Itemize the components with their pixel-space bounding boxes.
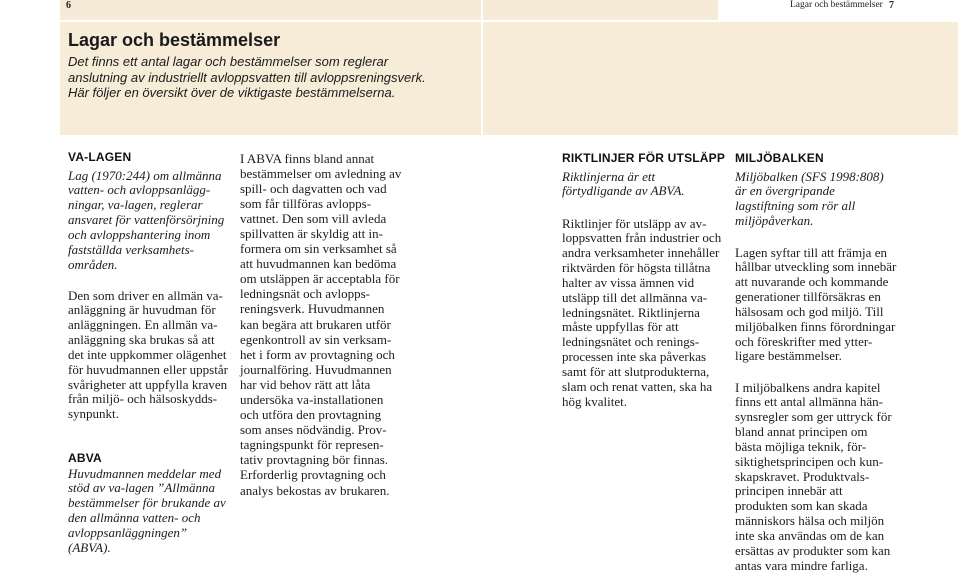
miljobalken-heading: MILJÖBALKEN <box>735 150 824 165</box>
page-title: Lagar och bestämmelser <box>68 30 281 50</box>
va-lagen-body <box>68 289 228 423</box>
miljobalken-body-line: att nuvarande och kommande <box>735 274 889 290</box>
va-lagen-summary-line: och avloppshantering inom <box>68 226 211 242</box>
riktlinjer-summary-line: Riktlinjerna är ett <box>562 168 656 184</box>
miljobalken-body-2-line: principen innebär att <box>735 483 843 499</box>
abva-summary-line: (ABVA). <box>68 539 111 555</box>
va-lagen-body-line: det inte uppkommer olägenhet <box>68 346 227 362</box>
intro-line: Här följer en översikt över de viktigaste bestämmelserna. <box>68 85 396 100</box>
abva-body <box>240 151 401 498</box>
riktlinjer-body-line: halter av vissa ämnen vid <box>562 274 695 290</box>
miljobalken-body <box>735 246 896 365</box>
miljobalken-body-2-line: skapskravet. Produktvals- <box>735 468 870 484</box>
abva-body-line: som får tillföras avlopps- <box>240 195 372 211</box>
left-page-number: 6 <box>66 0 71 11</box>
riktlinjer-body-line: andra verksamheter innehåller <box>562 245 720 261</box>
miljobalken-body-2 <box>735 381 892 574</box>
va-lagen-body-line: för huvudmannen eller uppstår <box>68 361 228 377</box>
abva-body-line: spillvatten är skyldig att in- <box>240 225 383 241</box>
right-header-band <box>483 0 718 20</box>
miljobalken-body-2-line: människors hälsa och miljön <box>735 513 885 529</box>
miljobalken-summary-line: är en övergripande <box>735 183 835 199</box>
riktlinjer-body-line: utsläpp till det allmänna va- <box>562 289 708 305</box>
miljobalken-body-2-line: ersättas av produkter som kan <box>735 542 891 558</box>
abva-summary-line: avloppsanläggningen” <box>68 524 188 540</box>
miljobalken-body-line: hållbar utveckling som innebär <box>735 259 897 275</box>
intro-line: anslutning av industriellt avloppsvatten till avloppsreningsverk. <box>68 69 426 85</box>
abva-body-line: journalföring. Huvudmannen <box>240 361 392 377</box>
miljobalken-body-line: hälsosam och god miljö. Till <box>735 303 884 319</box>
miljobalken-body-2-line: siktighetsprincipen och kun- <box>735 453 884 469</box>
va-lagen-heading: VA-LAGEN <box>68 150 132 164</box>
abva-body-line: som anses nödvändig. Prov- <box>240 422 387 438</box>
miljobalken-summary-line: Miljöbalken (SFS 1998:808) <box>735 168 884 184</box>
abva-body-line: undersöka va-installationen <box>240 392 384 407</box>
miljobalken-summary <box>735 170 884 229</box>
riktlinjer-body-line: ledningsnätet. Riktlinjerna <box>562 304 700 320</box>
riktlinjer-summary-line: förtydligande av ABVA. <box>562 183 685 199</box>
riktlinjer-body-line: hög kvalitet. <box>562 393 627 409</box>
miljobalken-body-2-line: bland annat principen om <box>735 424 868 440</box>
riktlinjer-body-line: processen inte ska påverkas <box>562 349 707 365</box>
abva-body-line: formera om sin verksamhet så <box>240 241 397 257</box>
riktlinjer-body-line: Riktlinjer för utsläpp av av- <box>562 215 707 231</box>
riktlinjer-body-line: riktvärden för högsta tillåtna <box>562 260 711 276</box>
miljobalken-body-2-line: antas vara mindre farliga. <box>735 557 868 573</box>
riktlinjer-body-line: ledningsnätet och renings- <box>562 334 700 350</box>
miljobalken-body-2-line: inte ska användas om de kan <box>735 527 885 543</box>
va-lagen-summary-line: vatten- och avloppsanlägg- <box>68 182 211 198</box>
va-lagen-body-line: från miljö- och hälsoskydds- <box>68 391 218 407</box>
va-lagen-summary-line: ningar, va-lagen, reglerar <box>68 197 203 213</box>
va-lagen-body-line: anläggningen. En allmän va- <box>68 317 218 333</box>
miljobalken-body-line: ligare bestämmelser. <box>735 348 842 364</box>
abva-body-line: tativ provtagning bör finnas. <box>240 452 389 468</box>
riktlinjer-body-line: måste uppfyllas för att <box>562 319 679 335</box>
abva-body-line: har vid behov rätt att låta <box>240 376 371 392</box>
intro-text <box>68 54 426 101</box>
va-lagen-body-line: synpunkt. <box>68 406 119 422</box>
intro-line: Det finns ett antal lagar och bestämmelser som reglerar <box>68 54 389 69</box>
miljobalken-body-line: miljöbalken finns förordningar <box>735 318 896 334</box>
abva-body-line: tagningspunkt för represen- <box>240 437 384 453</box>
intro-panel-right <box>483 22 958 135</box>
va-lagen-body-line: svårigheter att uppfylla kraven <box>68 376 228 392</box>
riktlinjer-body <box>562 217 721 410</box>
abva-summary-line: bestämmelser för brukande av <box>68 495 226 511</box>
abva-body-line: I ABVA finns bland annat <box>240 150 375 166</box>
miljobalken-body-2-line: bästa möjliga teknik, för- <box>735 438 867 454</box>
abva-body-line: kan begära att brukaren utför <box>240 316 391 332</box>
va-lagen-body-line: anläggning är huvudman för <box>68 302 216 318</box>
abva-body-line: analys bekostas av brukaren. <box>240 482 390 498</box>
running-title: Lagar och bestämmelser <box>790 0 883 10</box>
abva-body-line: och utföra den provtagning <box>240 407 382 423</box>
abva-body-line: bestämmelser om avledning av <box>240 165 402 181</box>
abva-body-line: ledningsnät och avlopps- <box>240 286 370 302</box>
abva-heading: ABVA <box>68 450 102 465</box>
abva-summary-line: Huvudmannen meddelar med <box>68 465 222 481</box>
va-lagen-summary-line: ansvaret för vattenförsörjning <box>68 212 225 228</box>
abva-body-line: om utsläppen är acceptabla för <box>240 271 400 287</box>
miljobalken-body-2-line: finns ett antal allmänna hän- <box>735 394 884 410</box>
abva-body-line: reningsverk. Huvudmannen <box>240 301 385 317</box>
va-lagen-body-line: anläggning ska brukas så att <box>68 332 215 348</box>
left-header-band <box>60 0 481 20</box>
va-lagen-summary-line: områden. <box>68 256 118 272</box>
riktlinjer-heading: RIKTLINJER FÖR UTSLÄPP <box>562 150 726 165</box>
riktlinjer-summary <box>562 170 685 200</box>
miljobalken-body-line: och föreskrifter med ytter- <box>735 333 873 349</box>
abva-body-line: het i form av provtagning och <box>240 346 395 362</box>
riktlinjer-body-line: samt för att slutprodukterna, <box>562 363 710 379</box>
miljobalken-body-2-line: synsregler som ger uttryck för <box>735 409 892 425</box>
miljobalken-body-line: Lagen syftar till att främja en <box>735 244 887 260</box>
abva-summary-line: stöd av va-lagen ”Allmänna <box>68 480 215 496</box>
right-page-number: 7 <box>889 0 894 11</box>
miljobalken-body-line: generationer tillförsäkras en <box>735 289 881 305</box>
riktlinjer-body-line: slam och renat vatten, ska ha <box>562 378 713 394</box>
abva-body-line: att huvudmannen kan bedöma <box>240 256 397 272</box>
abva-body-line: spill- och dagvatten och vad <box>240 180 387 196</box>
va-lagen-summary-line: Lag (1970:244) om allmänna <box>68 167 222 183</box>
abva-summary-line: den allmänna vatten- och <box>68 510 201 526</box>
miljobalken-body-2-line: produkten som kan skada <box>735 498 868 514</box>
miljobalken-body-2-line: I miljöbalkens andra kapitel <box>735 379 881 395</box>
abva-body-line: vattnet. Den som vill avleda <box>240 210 387 226</box>
abva-summary <box>68 467 226 556</box>
va-lagen-summary-line: fastställda verksamhets- <box>68 241 195 257</box>
miljobalken-summary-line: miljöpåverkan. <box>735 213 814 229</box>
abva-body-line: Erforderlig provtagning och <box>240 467 386 483</box>
miljobalken-summary-line: lagstiftning som rör all <box>735 198 856 214</box>
riktlinjer-body-line: loppsvatten från industrier och <box>562 230 722 246</box>
abva-body-line: egenkontroll av sin verksam- <box>240 331 392 347</box>
va-lagen-summary <box>68 169 224 273</box>
va-lagen-body-line: Den som driver en allmän va- <box>68 287 223 303</box>
